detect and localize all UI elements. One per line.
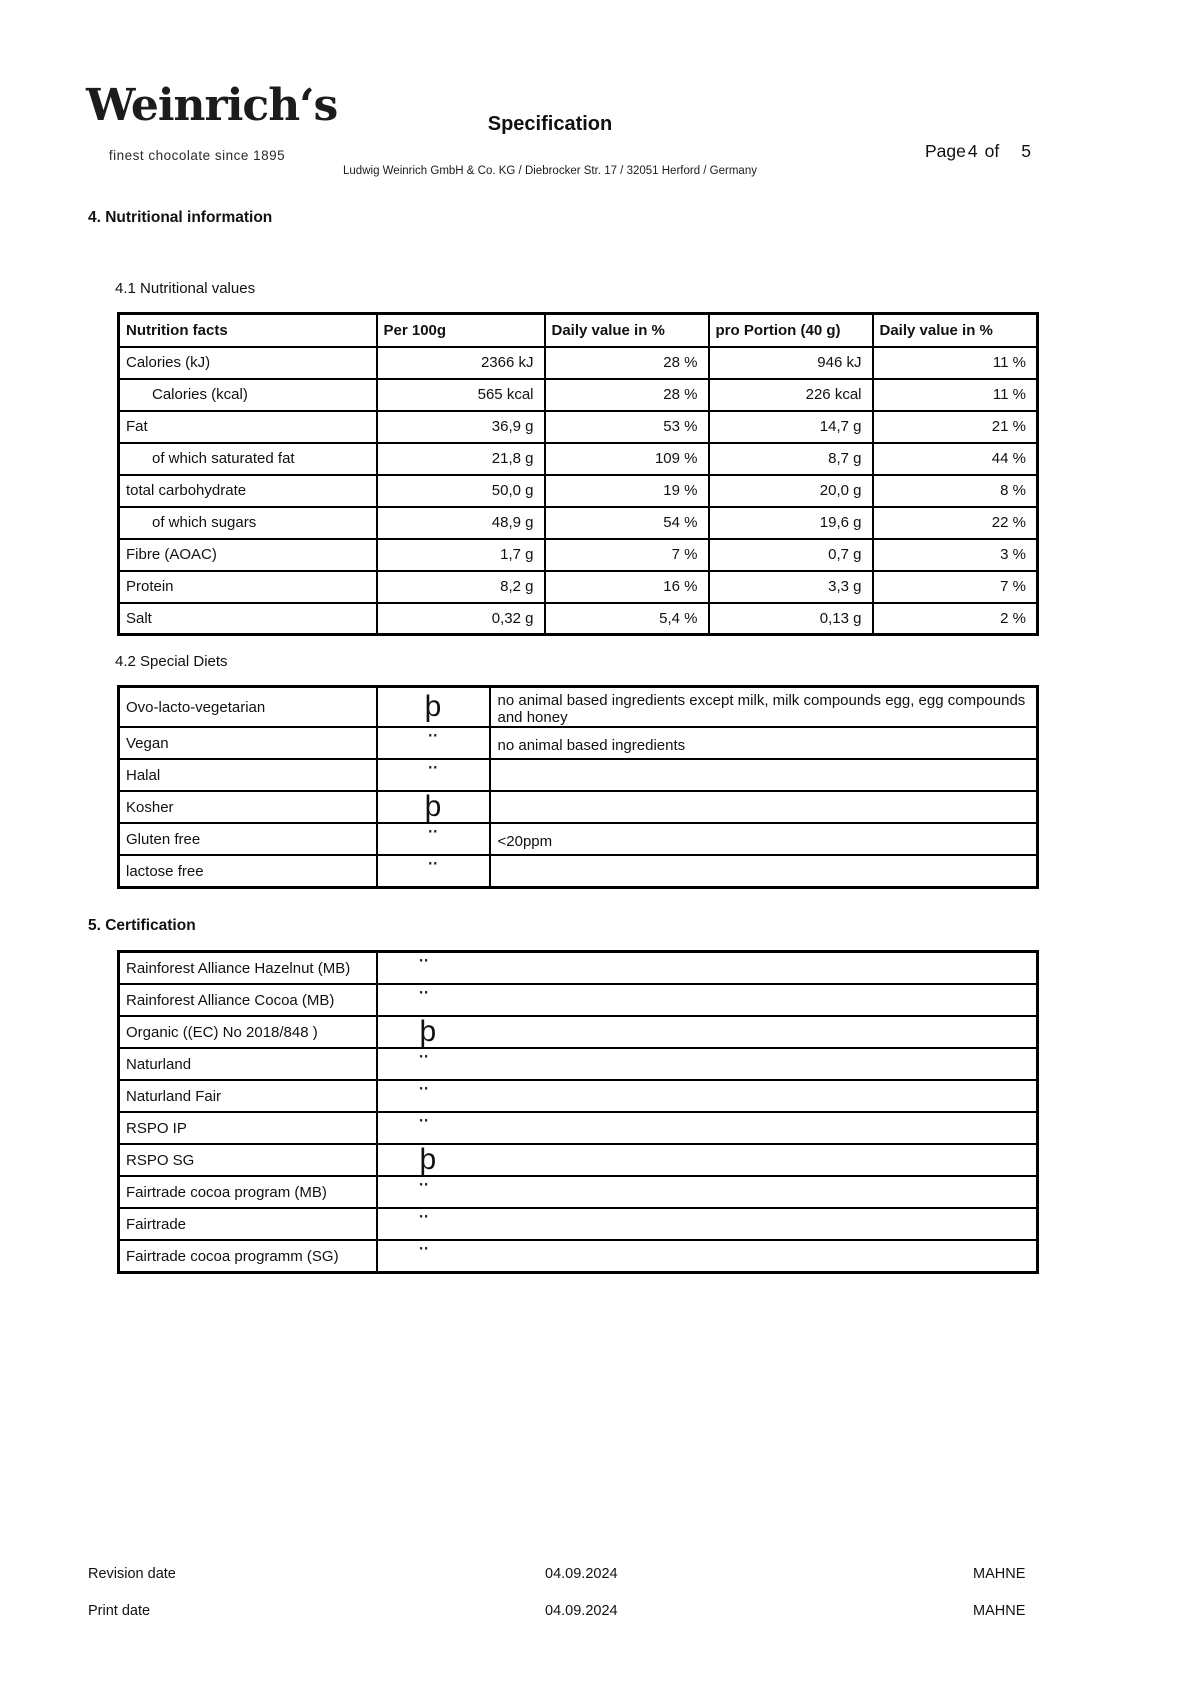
value-cell: 946 kJ [709,347,873,379]
value-cell: 3,3 g [709,571,873,603]
row-label: of which sugars [119,507,377,539]
nutrition-table [117,312,1039,636]
certification-label: Naturland [119,1048,377,1080]
table-row [119,823,1038,855]
print-date-value: 04.09.2024 [545,1603,618,1619]
col-header-pro-portion: pro Portion (40 g) [709,314,873,347]
checkbox-unchecked-icon: ¨ [377,1240,1038,1273]
checkbox-unchecked-icon: ¨ [377,1176,1038,1208]
table-row [119,791,1038,823]
revision-date-label: Revision date [88,1566,176,1582]
row-label: total carbohydrate [119,475,377,507]
checkbox-unchecked-icon: ¨ [377,1048,1038,1080]
table-row [119,855,1038,888]
table-row [119,571,1038,603]
diet-note [490,791,1038,823]
diet-note: no animal based ingredients [490,727,1038,759]
value-cell: 50,0 g [377,475,545,507]
checkbox-unchecked-icon: ¨ [377,952,1038,985]
value-cell: 1,7 g [377,539,545,571]
value-cell: 16 % [545,571,709,603]
value-cell: 53 % [545,411,709,443]
section-4-1-heading: 4.1 Nutritional values [115,280,256,297]
checkbox-checked-icon: þ [377,687,490,728]
value-cell: 2 % [873,603,1038,635]
row-label: of which saturated fat [119,443,377,475]
table-row [119,539,1038,571]
print-date-label: Print date [88,1603,151,1619]
value-cell: 0,32 g [377,603,545,635]
certification-label: Fairtrade cocoa program (MB) [119,1176,377,1208]
special-diets-table [117,685,1039,889]
certification-label: Rainforest Alliance Hazelnut (MB) [119,952,377,985]
value-cell: 0,7 g [709,539,873,571]
revision-date-value: 04.09.2024 [545,1566,618,1582]
value-cell: 5,4 % [545,603,709,635]
col-header-daily-value-100g: Daily value in % [545,314,709,347]
value-cell: 8,7 g [709,443,873,475]
table-row [119,1080,1038,1112]
table-row [119,411,1038,443]
row-label: Fibre (AOAC) [119,539,377,571]
revision-author: MAHNE [973,1566,1026,1582]
section-5-heading: 5. Certification [88,917,196,934]
table-row [119,952,1038,985]
table-row [119,1144,1038,1176]
col-header-per-100g: Per 100g [377,314,545,347]
value-cell: 3 % [873,539,1038,571]
col-header-daily-value-portion: Daily value in % [873,314,1038,347]
brand-logo: Weinrich‘s [86,80,338,131]
diet-label: Kosher [119,791,377,823]
value-cell: 44 % [873,443,1038,475]
value-cell: 7 % [545,539,709,571]
checkbox-unchecked-icon: ¨ [377,984,1038,1016]
value-cell: 21,8 g [377,443,545,475]
certification-table [117,950,1039,1274]
section-4-2-heading: 4.2 Special Diets [115,653,228,670]
page-of-label: of [984,141,1000,161]
value-cell: 2366 kJ [377,347,545,379]
checkbox-unchecked-icon: ¨ [377,759,490,791]
checkbox-unchecked-icon: ¨ [377,1208,1038,1240]
certification-label: Fairtrade [119,1208,377,1240]
table-row [119,1112,1038,1144]
page-label: Page [925,141,966,161]
diet-note: no animal based ingredients except milk, milk compounds egg, egg compounds and honey [490,687,1038,728]
value-cell: 19,6 g [709,507,873,539]
value-cell: 28 % [545,379,709,411]
certification-label: RSPO SG [119,1144,377,1176]
table-row [119,1176,1038,1208]
checkbox-checked-icon: þ [377,1144,1038,1176]
table-row [119,443,1038,475]
certification-label: RSPO IP [119,1112,377,1144]
value-cell: 48,9 g [377,507,545,539]
value-cell: 8 % [873,475,1038,507]
value-cell: 36,9 g [377,411,545,443]
value-cell: 20,0 g [709,475,873,507]
certification-label: Naturland Fair [119,1080,377,1112]
table-row [119,603,1038,635]
row-label: Salt [119,603,377,635]
value-cell: 28 % [545,347,709,379]
checkbox-unchecked-icon: ¨ [377,727,490,759]
value-cell: 11 % [873,379,1038,411]
checkbox-unchecked-icon: ¨ [377,1112,1038,1144]
page-indicator [925,141,1031,162]
value-cell: 7 % [873,571,1038,603]
value-cell: 565 kcal [377,379,545,411]
value-cell: 54 % [545,507,709,539]
print-author: MAHNE [973,1603,1026,1619]
table-row [119,1208,1038,1240]
table-row [119,1048,1038,1080]
row-label: Protein [119,571,377,603]
table-row [119,984,1038,1016]
value-cell: 109 % [545,443,709,475]
diet-note [490,855,1038,888]
table-row [119,475,1038,507]
row-label: Fat [119,411,377,443]
checkbox-unchecked-icon: ¨ [377,823,490,855]
diet-label: Halal [119,759,377,791]
row-label: Calories (kJ) [119,347,377,379]
value-cell: 0,13 g [709,603,873,635]
company-address: Ludwig Weinrich GmbH & Co. KG / Diebrocker Str. 17 / 32051 Herford / Germany [343,165,757,177]
brand-tagline: finest chocolate since 1895 [108,148,286,163]
value-cell: 11 % [873,347,1038,379]
certification-label: Organic ((EC) No 2018/848 ) [119,1016,377,1048]
table-row [119,507,1038,539]
col-header-nutrition-facts: Nutrition facts [119,314,377,347]
value-cell: 21 % [873,411,1038,443]
value-cell: 19 % [545,475,709,507]
page-total: 5 [1021,141,1031,161]
checkbox-checked-icon: þ [377,791,490,823]
diet-note [490,759,1038,791]
nutrition-header-row [119,314,1038,347]
value-cell: 8,2 g [377,571,545,603]
table-row [119,347,1038,379]
table-row [119,379,1038,411]
checkbox-checked-icon: þ [377,1016,1038,1048]
value-cell: 14,7 g [709,411,873,443]
value-cell: 226 kcal [709,379,873,411]
diet-label: Ovo-lacto-vegetarian [119,687,377,728]
certification-label: Fairtrade cocoa programm (SG) [119,1240,377,1273]
diet-label: Gluten free [119,823,377,855]
page-number: 4 [967,141,978,161]
diet-label: lactose free [119,855,377,888]
certification-label: Rainforest Alliance Cocoa (MB) [119,984,377,1016]
row-label: Calories (kcal) [119,379,377,411]
checkbox-unchecked-icon: ¨ [377,1080,1038,1112]
table-row [119,1240,1038,1273]
diet-note: <20ppm [490,823,1038,855]
document-title: Specification [487,113,613,135]
diet-label: Vegan [119,727,377,759]
table-row [119,1016,1038,1048]
checkbox-unchecked-icon: ¨ [377,855,490,888]
table-row [119,687,1038,728]
value-cell: 22 % [873,507,1038,539]
table-row [119,759,1038,791]
table-row [119,727,1038,759]
section-4-heading: 4. Nutritional information [88,209,273,226]
